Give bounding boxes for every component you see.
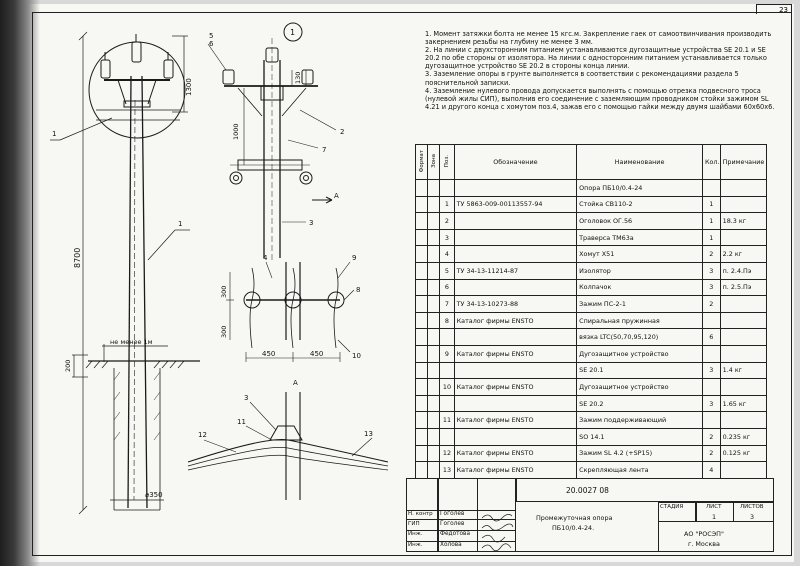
table-row	[416, 180, 767, 197]
cell-zone	[428, 412, 440, 429]
general-notes	[425, 30, 780, 111]
person-4: Холова	[440, 542, 462, 548]
table-row	[416, 345, 767, 362]
cell-format	[416, 296, 428, 313]
cell-designation: Каталог фирмы ENSTO	[454, 312, 577, 329]
pos-label-12: 12	[198, 431, 207, 439]
dim-450b: 450	[310, 350, 324, 358]
cell-pos: 1	[440, 196, 454, 213]
cell-pos	[440, 329, 454, 346]
callout-number: 1	[290, 28, 296, 37]
cell-format	[416, 412, 428, 429]
cell-format	[416, 279, 428, 296]
cell-designation: ТУ 5863-009-00113557-94	[454, 196, 577, 213]
pos-label-11: 11	[237, 418, 246, 426]
cell-pos: 7	[440, 296, 454, 313]
cell-pos: 9	[440, 345, 454, 362]
table-row	[416, 329, 767, 346]
cell-designation	[454, 329, 577, 346]
cell-qty: 6	[702, 329, 720, 346]
cell-designation	[454, 229, 577, 246]
table-row	[416, 262, 767, 279]
col-name: Наименование	[577, 145, 703, 180]
cell-format	[416, 345, 428, 362]
cell-zone	[428, 262, 440, 279]
cell-note: 18.3 кг	[720, 213, 766, 230]
role-2: ГИП	[408, 521, 420, 527]
cell-note	[720, 345, 766, 362]
cell-qty: 2	[702, 246, 720, 263]
dim-300a: 300	[220, 285, 228, 298]
cell-note	[720, 180, 766, 197]
role-3: Инж.	[408, 531, 423, 537]
cell-format	[416, 379, 428, 396]
cell-format	[416, 312, 428, 329]
cell-qty: 1	[702, 213, 720, 230]
cell-designation	[454, 180, 577, 197]
sheets-value: 3	[750, 513, 755, 521]
cell-pos: 5	[440, 262, 454, 279]
table-row	[416, 445, 767, 462]
cell-name: вязка LTC(50,70,95,120)	[577, 329, 703, 346]
cell-qty: 2	[702, 428, 720, 445]
cell-designation	[454, 362, 577, 379]
cell-qty	[702, 180, 720, 197]
cell-designation: Каталог фирмы ENSTO	[454, 345, 577, 362]
table-row	[416, 229, 767, 246]
cell-pos: 6	[440, 279, 454, 296]
cell-note: 2.2 кг	[720, 246, 766, 263]
cell-zone	[428, 246, 440, 263]
sheet-label: ЛИСТ	[706, 504, 722, 510]
table-row	[416, 312, 767, 329]
drawing-code: 20.0027 08	[566, 486, 609, 495]
cell-designation: ТУ 34-13-10273-88	[454, 296, 577, 313]
drawing-title-line1: Промежуточная опора	[536, 514, 613, 522]
cell-qty	[702, 412, 720, 429]
cell-zone	[428, 362, 440, 379]
cell-note: п. 2.5.Пэ	[720, 279, 766, 296]
cell-designation	[454, 428, 577, 445]
cell-name: Зажим поддерживающий	[577, 412, 703, 429]
table-row	[416, 379, 767, 396]
cell-qty: 1	[702, 196, 720, 213]
table-row	[416, 296, 767, 313]
cell-note	[720, 412, 766, 429]
table-row	[416, 196, 767, 213]
cell-qty: 3	[702, 279, 720, 296]
cell-zone	[428, 229, 440, 246]
cell-pos	[440, 395, 454, 412]
table-row	[416, 279, 767, 296]
cell-designation	[454, 279, 577, 296]
cell-pos: 10	[440, 379, 454, 396]
org-city: г. Москва	[688, 540, 720, 548]
cell-qty: 3	[702, 262, 720, 279]
cell-note: 0.125 кг	[720, 445, 766, 462]
dim-300b: 300	[220, 325, 228, 338]
col-format: Формат	[416, 145, 428, 180]
cell-qty: 1	[702, 229, 720, 246]
pos-label-1b: 1	[178, 220, 183, 228]
cell-pos	[440, 180, 454, 197]
cell-format	[416, 428, 428, 445]
pos-label-6: 6	[209, 40, 214, 48]
view-a-detail	[188, 379, 388, 500]
traverse-detail	[220, 254, 361, 362]
detail-circle	[89, 42, 185, 138]
cell-format	[416, 462, 428, 479]
dim-1300: 1300	[185, 78, 193, 96]
dim-130: 130	[294, 71, 302, 84]
cell-qty: 3	[702, 362, 720, 379]
cell-note	[720, 329, 766, 346]
col-zone: Зона	[428, 145, 440, 180]
sheet-number: 23	[756, 4, 792, 14]
cell-name: Зажим ПС-2-1	[577, 296, 703, 313]
person-2: Гоголев	[440, 521, 465, 527]
note-4: 4. Заземление нулевого провода допускается выполнять с помощью отрезка подвесного троса (нулевой жилы СИП), выполнив его соединение с заземляющим проводником стойки зажимом SL 4.21 и другого конца с хомутом поз.4, зажав его с помощью гайки между двумя шайбами 60х60х6.	[425, 86, 775, 111]
cell-qty	[702, 312, 720, 329]
cell-zone	[428, 345, 440, 362]
cell-note: 1.4 кг	[720, 362, 766, 379]
cell-zone	[428, 445, 440, 462]
table-row	[416, 362, 767, 379]
sheet-value: 1	[712, 513, 717, 521]
col-designation: Обозначение	[454, 145, 577, 180]
col-qty: Кол.	[702, 145, 720, 180]
cell-note	[720, 462, 766, 479]
pos-label-3b: 3	[244, 394, 249, 402]
cell-note	[720, 379, 766, 396]
cell-format	[416, 395, 428, 412]
cell-note	[720, 312, 766, 329]
table-body	[416, 180, 767, 479]
cell-designation: Каталог фирмы ENSTO	[454, 445, 577, 462]
cell-name: Оголовок ОГ.56	[577, 213, 703, 230]
specification-table	[415, 144, 767, 479]
cell-qty	[702, 345, 720, 362]
table-row	[416, 213, 767, 230]
cell-designation: Каталог фирмы ENSTO	[454, 462, 577, 479]
cell-designation	[454, 246, 577, 263]
dim-8700: 8700	[73, 247, 82, 268]
cell-format	[416, 362, 428, 379]
col-pos: Поз.	[440, 145, 454, 180]
cell-name: Спиральная пружинная	[577, 312, 703, 329]
cell-name: Колпачок	[577, 279, 703, 296]
cell-zone	[428, 428, 440, 445]
cell-pos: 3	[440, 229, 454, 246]
cell-pos: 13	[440, 462, 454, 479]
note-3: 3. Заземление опоры в грунте выполняется в соответствии с рекомендациями раздела 5 пояснительной записки.	[425, 70, 739, 87]
cell-pos	[440, 428, 454, 445]
dim-200: 200	[64, 359, 72, 372]
cell-zone	[428, 379, 440, 396]
dim-diameter-350: ⌀350	[145, 491, 163, 499]
cell-note: 1.65 кг	[720, 395, 766, 412]
person-1: Гоголев	[440, 511, 465, 517]
cell-designation: Каталог фирмы ENSTO	[454, 379, 577, 396]
cell-note: 0.235 кг	[720, 428, 766, 445]
cell-note	[720, 229, 766, 246]
note-2: 2. На линии с двухсторонним питанием устанавливаются дугозащитные устройства SE 20.1 и SE 20.2 по обе стороны от изолятора. На линии с односторонним питанием устанавливается только дугозащитное устройство SE 20.2 в стороны конца линии.	[425, 46, 767, 71]
cell-zone	[428, 180, 440, 197]
cell-zone	[428, 213, 440, 230]
pos-label-3: 3	[309, 219, 314, 227]
ground-depth-label: не менее 1м	[110, 338, 153, 346]
pos-label-4: 4	[263, 254, 268, 262]
sheets-label: ЛИСТОВ	[740, 504, 764, 510]
pos-label-2: 2	[340, 128, 345, 136]
table-row	[416, 428, 767, 445]
pos-label-10: 10	[352, 352, 361, 360]
cell-qty: 2	[702, 445, 720, 462]
signatures	[480, 510, 516, 552]
view-a-arrow-label: А	[293, 379, 298, 387]
dim-1000: 1000	[232, 123, 240, 140]
pole-elevation	[50, 32, 200, 514]
cell-format	[416, 196, 428, 213]
cell-zone	[428, 462, 440, 479]
cell-format	[416, 246, 428, 263]
cell-note: п. 2.4.Пэ	[720, 262, 766, 279]
cell-pos: 2	[440, 213, 454, 230]
stage-label: СТАДИЯ	[660, 504, 684, 510]
cell-name: Дугозащитное устройство	[577, 345, 703, 362]
cell-format	[416, 329, 428, 346]
cell-designation	[454, 213, 577, 230]
table-row	[416, 395, 767, 412]
cell-zone	[428, 196, 440, 213]
cell-name: Траверса ТМ63а	[577, 229, 703, 246]
table-row	[416, 246, 767, 263]
cell-name: Изолятор	[577, 262, 703, 279]
table-row	[416, 462, 767, 479]
cell-name: Дугозащитное устройство	[577, 379, 703, 396]
col-note: Примечание	[720, 145, 766, 180]
pos-label-9: 9	[352, 254, 357, 262]
cell-name: Хомут Х51	[577, 246, 703, 263]
pos-label-5: 5	[209, 32, 214, 40]
cell-qty: 3	[702, 395, 720, 412]
person-3: Федотова	[440, 531, 471, 537]
cell-qty: 4	[702, 462, 720, 479]
cell-note	[720, 196, 766, 213]
cell-zone	[428, 312, 440, 329]
cell-format	[416, 180, 428, 197]
org-name: АО "РОСЭП"	[684, 530, 724, 538]
cell-pos	[440, 362, 454, 379]
table-header-row	[416, 145, 767, 180]
cell-name: Скрепляющая лента	[577, 462, 703, 479]
cell-name: Опора ПБ10/0.4-24	[577, 180, 703, 197]
cell-name: SE 20.1	[577, 362, 703, 379]
dim-450a: 450	[262, 350, 276, 358]
cell-zone	[428, 296, 440, 313]
cell-zone	[428, 395, 440, 412]
cell-zone	[428, 279, 440, 296]
cell-name: Зажим SL 4.2 (+SP15)	[577, 445, 703, 462]
cell-format	[416, 229, 428, 246]
cell-designation: Каталог фирмы ENSTO	[454, 412, 577, 429]
cell-format	[416, 445, 428, 462]
cell-name: SO 14.1	[577, 428, 703, 445]
pos-label-13: 13	[364, 430, 373, 438]
cell-name: Стойка СВ110-2	[577, 196, 703, 213]
cell-name: SE 20.2	[577, 395, 703, 412]
cell-format	[416, 262, 428, 279]
cell-qty: 2	[702, 296, 720, 313]
cell-qty	[702, 379, 720, 396]
pos-label-8: 8	[356, 286, 361, 294]
role-1: Н. контр	[408, 511, 433, 517]
note-1: 1. Момент затяжки болта не менее 15 кгс.м. Закрепление гаек от самоотвинчивания производить закернением резьбы на глубину не менее 3 мм.	[425, 30, 772, 47]
cell-pos: 12	[440, 445, 454, 462]
pos-label-7: 7	[322, 146, 327, 154]
cell-designation: ТУ 34-13-11214-87	[454, 262, 577, 279]
table-row	[416, 412, 767, 429]
drawing-title-line2: ПБ10/0.4-24.	[552, 524, 595, 532]
cell-pos: 8	[440, 312, 454, 329]
view-a-label: А	[334, 192, 339, 200]
head-detail	[208, 23, 344, 260]
title-block	[406, 478, 774, 552]
role-4: Инж.	[408, 542, 423, 548]
cell-zone	[428, 329, 440, 346]
cell-note	[720, 296, 766, 313]
pos-label-1: 1	[52, 130, 57, 138]
cell-pos: 4	[440, 246, 454, 263]
cell-format	[416, 213, 428, 230]
cell-designation	[454, 395, 577, 412]
cell-pos: 11	[440, 412, 454, 429]
